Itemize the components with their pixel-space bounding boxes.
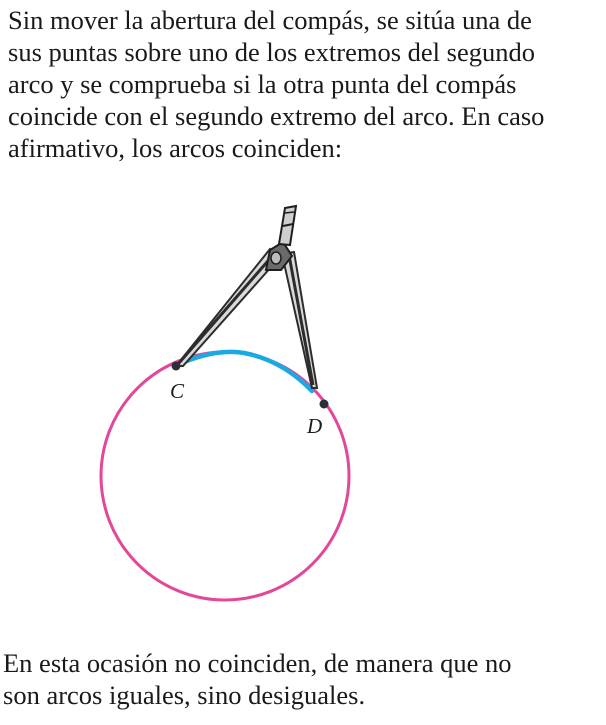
figure-svg	[0, 190, 606, 620]
point-c	[172, 362, 181, 371]
intro-line: afirmativo, los arcos coinciden:	[8, 133, 343, 163]
conclusion-line: En esta ocasión no coinciden, de manera que no	[3, 648, 512, 678]
point-d	[320, 400, 329, 409]
label-c: C	[170, 379, 185, 403]
compass-arc-figure	[0, 190, 606, 620]
label-d: D	[307, 414, 323, 438]
conclusion-paragraph	[3, 647, 603, 711]
compass-icon	[176, 206, 317, 388]
conclusion-line: son arcos iguales, sino desiguales.	[3, 680, 366, 710]
arc-cd	[175, 352, 312, 391]
intro-line: arco y se comprueba si la otra punta del compás	[8, 69, 517, 99]
intro-line: coincide con el segundo extremo del arco. En caso	[8, 101, 545, 131]
intro-paragraph	[8, 4, 603, 164]
intro-line: Sin mover la abertura del compás, se sitúa una de	[8, 5, 532, 35]
intro-line: sus puntas sobre uno de los extremos del segundo	[8, 37, 535, 67]
